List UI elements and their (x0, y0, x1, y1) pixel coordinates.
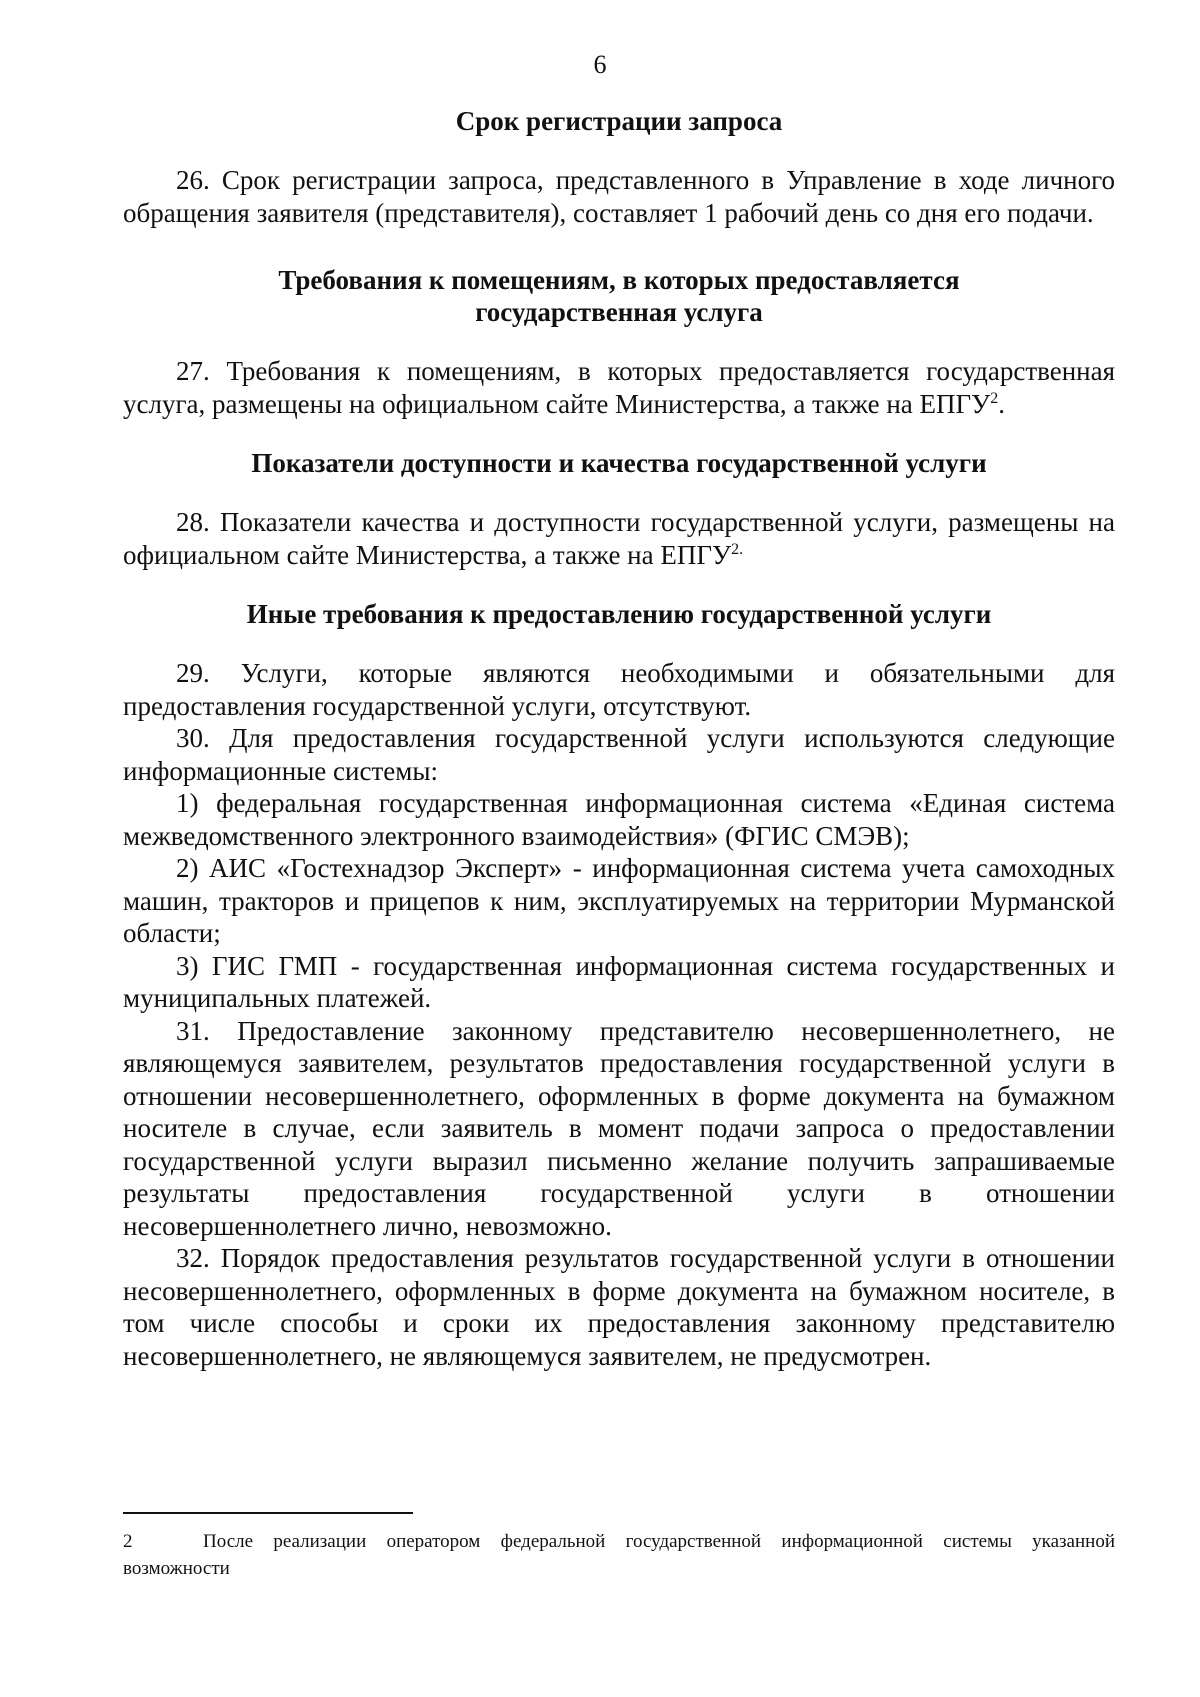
section-heading-registration: Срок регистрации запроса (455, 106, 783, 136)
page-number: 6 (593, 50, 607, 79)
paragraph-27 (123, 355, 1115, 420)
footnote (123, 1528, 1115, 1582)
paragraph-27-end: . (998, 388, 1005, 419)
section-heading-other-requirements: Иные требования к предоставлению государственной услуги (246, 599, 992, 629)
paragraph-29: 29. Услуги, которые являются необходимыми и обязательными для предоставления государственной услуги, отсутствуют. (123, 658, 1115, 721)
footnote-number: 2 (123, 1531, 133, 1552)
paragraph-26: 26. Срок регистрации запроса, представленного в Управление в ходе личного обращения заявителя (представителя), составляет 1 рабочий день со дня его подачи. (123, 165, 1115, 228)
paragraph-27-text: 27. Требования к помещениям, в которых предоставляется государственная услуга, размещены на официальном сайте Министерства, а также на ЕПГУ (123, 356, 1115, 419)
footnote-text: После реализации оператором федеральной государственной информационной системы указанной возможности (123, 1531, 1115, 1579)
paragraph-31: 31. Предоставление законному представителю несовершеннолетнего, не являющемуся заявителем, результатов предоставления государственной услуги в отношении несовершеннолетнего, оформленных в форме документа на бумажном носителе в случае, если заявитель в момент подачи запроса о предоставлении государственной услуги выразил письменно желание получить запрашиваемые результаты предоставления государственной услуги в отношении несовершеннолетнего лично, невозможно. (123, 1015, 1115, 1241)
footnote-ref-27: 2 (990, 389, 999, 407)
paragraph-28 (123, 506, 1115, 571)
paragraph-30-item-3: 3) ГИС ГМП - государственная информационная система государственных и муниципальных платежей. (123, 950, 1115, 1013)
paragraph-30-item-1: 1) федеральная государственная информационная система «Единая система межведомственного электронного взаимодействия» (ФГИС СМЭВ); (123, 788, 1115, 851)
footnote-separator (123, 1512, 413, 1514)
footnote-ref-28: 2. (731, 540, 744, 558)
section-heading-premises-line1: Требования к помещениям, в которых предоставляется (278, 265, 960, 295)
section-heading-premises-line2: государственная услуга (475, 297, 763, 327)
section-heading-premises (123, 264, 1115, 328)
paragraph-30-item-2: 2) АИС «Гостехнадзор Эксперт» - информационная система учета самоходных машин, тракторов и прицепов к ним, эксплуатируемых на территории Мурманской области; (123, 853, 1115, 948)
document-body (123, 105, 1115, 1372)
paragraph-30: 30. Для предоставления государственной услуги используются следующие информационные системы: (123, 723, 1115, 786)
section-heading-indicators: Показатели доступности и качества государственной услуги (251, 448, 987, 478)
paragraph-28-text: 28. Показатели качества и доступности государственной услуги, размещены на официальном сайте Министерства, а также на ЕПГУ (123, 507, 1115, 570)
paragraph-32: 32. Порядок предоставления результатов государственной услуги в отношении несовершеннолетнего, оформленных в форме документа на бумажном носителе, в том числе способы и сроки их предоставления законному представителю несовершеннолетнего, не являющемуся заявителем, не предусмотрен. (123, 1243, 1115, 1371)
